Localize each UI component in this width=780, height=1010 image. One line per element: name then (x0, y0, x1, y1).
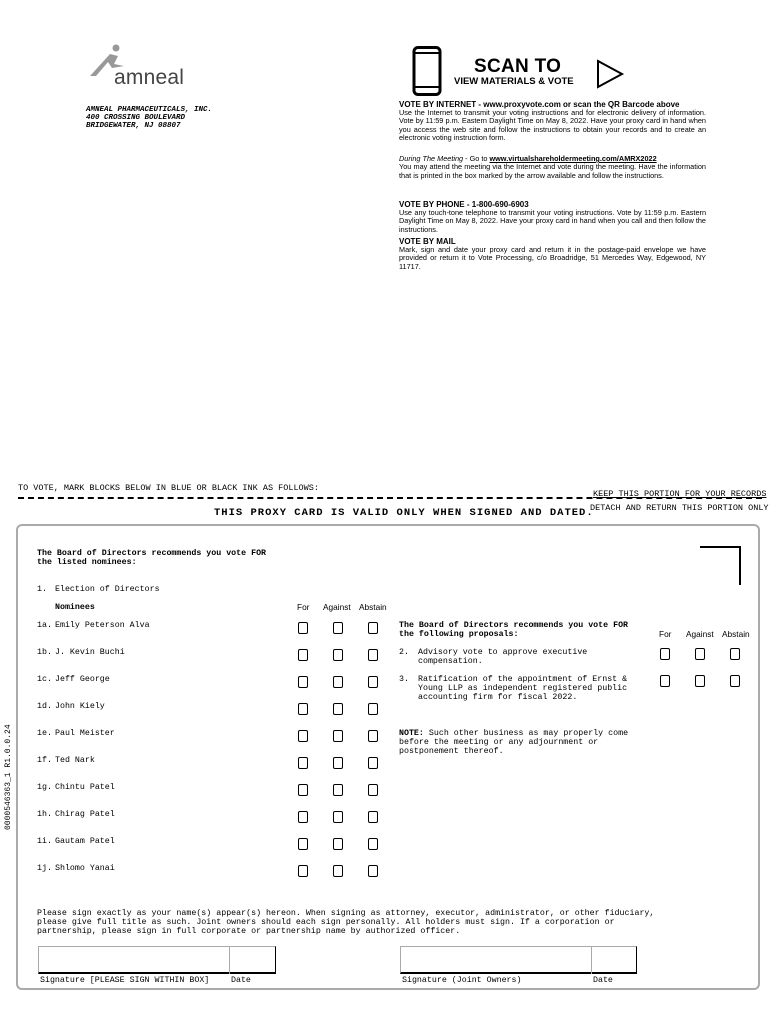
nominee-against-checkbox[interactable] (333, 703, 343, 715)
nominee-for-checkbox[interactable] (298, 757, 308, 769)
amneal-logo (88, 44, 218, 100)
vote-mail-body: Mark, sign and date your proxy card and return it in the postage-paid envelope we have provided or return it to Vote Processing, c/o Broadridge, 51 Mercedes Way, Edgewood, NY 11717. (399, 245, 706, 271)
detach-line (18, 497, 762, 499)
signature-date-label: Date (231, 976, 251, 985)
nominee-for-checkbox[interactable] (298, 811, 308, 823)
nominee-against-checkbox[interactable] (333, 865, 343, 877)
detach-return-label: DETACH AND RETURN THIS PORTION ONLY (590, 503, 769, 513)
nominee-against-checkbox[interactable] (333, 757, 343, 769)
keep-portion-label: KEEP THIS PORTION FOR YOUR RECORDS (593, 489, 767, 499)
nominee-for-checkbox[interactable] (298, 676, 308, 688)
col-against-header: Against (323, 602, 351, 612)
proposal-3-text (418, 675, 627, 702)
vote-mail-section (399, 237, 706, 271)
nominee-abstain-checkbox[interactable] (368, 730, 378, 742)
nominee-abstain-checkbox[interactable] (368, 838, 378, 850)
meeting-goto: - Go to (463, 154, 490, 163)
vote-phone-heading: VOTE BY PHONE - 1-800-690-6903 (399, 200, 529, 209)
meeting-link[interactable]: www.virtualshareholdermeeting.com/AMRX2022 (489, 154, 657, 163)
board-rec-line: The Board of Directors recommends you vote FOR (399, 621, 629, 630)
proposal-3-against-checkbox[interactable] (695, 675, 705, 687)
item1-label: Election of Directors (55, 585, 160, 594)
nominee-name: John Kiely (55, 702, 105, 711)
vote-phone-body: Use any touch-tone telephone to transmit your voting instructions. Vote by 11:59 p.m. Eastern Daylight Time on May 8, 2022. Have your proxy card in hand when you call and then follow the instructions. (399, 208, 706, 234)
board-recommendation-proposals (399, 621, 628, 639)
nominee-against-checkbox[interactable] (333, 730, 343, 742)
vote-mail-heading: VOTE BY MAIL (399, 237, 456, 246)
vote-internet-heading: VOTE BY INTERNET - www.proxyvote.com or scan the QR Barcode above (399, 100, 680, 109)
nominee-name: Ted Nark (55, 756, 95, 765)
proposal-line: Young LLP as independent registered public (418, 684, 628, 693)
nominee-for-checkbox[interactable] (298, 622, 308, 634)
proposal-2-abstain-checkbox[interactable] (730, 648, 740, 660)
nominee-id: 1d. (37, 702, 52, 711)
proposal-col-for-header: For (659, 629, 672, 639)
nominee-abstain-checkbox[interactable] (368, 757, 378, 769)
col-for-header: For (297, 602, 310, 612)
note-line: before the meeting or any adjournment or (399, 738, 599, 747)
signature-box[interactable] (38, 946, 276, 974)
proposal-line: Ratification of the appointment of Ernst & (418, 675, 628, 684)
proposal-3-for-checkbox[interactable] (660, 675, 670, 687)
nominee-against-checkbox[interactable] (333, 811, 343, 823)
note-label: NOTE: (399, 729, 424, 738)
signature-date-divider (229, 946, 230, 974)
nominee-name: Chirag Patel (55, 810, 115, 819)
nominee-name: Shlomo Yanai (55, 864, 115, 873)
nominee-name: Emily Peterson Alva (55, 621, 150, 630)
vote-internet-section (399, 100, 706, 142)
proposal-line: accounting firm for fiscal 2022. (418, 693, 578, 702)
nominee-for-checkbox[interactable] (298, 649, 308, 661)
logo-text: amneal (114, 66, 185, 89)
nominee-abstain-checkbox[interactable] (368, 865, 378, 877)
signing-line: please give full title as such. Joint owners should each sign personally. All holders must sign. If a corporation or (37, 918, 615, 927)
nominee-abstain-checkbox[interactable] (368, 784, 378, 796)
note-line: Such other business as may properly come (423, 729, 629, 738)
address-line: 400 CROSSING BOULEVARD (86, 114, 186, 122)
valid-notice: THIS PROXY CARD IS VALID ONLY WHEN SIGNED AND DATED. (214, 507, 594, 519)
signing-instructions (37, 909, 654, 936)
nominee-abstain-checkbox[interactable] (368, 649, 378, 661)
joint-signature-date-label: Date (593, 976, 613, 985)
scan-title: SCAN TO (474, 56, 562, 77)
nominee-id: 1e. (37, 729, 52, 738)
nominee-for-checkbox[interactable] (298, 703, 308, 715)
nominee-name: J. Kevin Buchi (55, 648, 125, 657)
proposal-col-against-header: Against (686, 629, 714, 639)
nominee-for-checkbox[interactable] (298, 838, 308, 850)
document-code: 0000546363_1 R1.0.0.24 (4, 724, 13, 830)
nominee-name: Jeff George (55, 675, 110, 684)
nominee-id: 1b. (37, 648, 52, 657)
phone-icon (412, 46, 442, 96)
note (399, 729, 628, 756)
address-line: AMNEAL PHARMACEUTICALS, INC. (86, 106, 213, 114)
nominee-for-checkbox[interactable] (298, 730, 308, 742)
nominee-against-checkbox[interactable] (333, 784, 343, 796)
col-abstain-header: Abstain (359, 602, 387, 612)
vote-meeting-body: You may attend the meeting via the Internet and vote during the meeting. Have the information that is printed in the box marked by the arrow available and follow the instructions. (399, 162, 706, 180)
proposal-line: Advisory vote to approve executive (418, 648, 588, 657)
signing-line: partnership, please sign in full corporate or partnership name by authorized officer. (37, 927, 461, 936)
play-arrow-icon (595, 58, 625, 90)
address-line: BRIDGEWATER, NJ 08807 (86, 122, 181, 130)
joint-signature-date-divider (591, 946, 592, 974)
nominee-abstain-checkbox[interactable] (368, 676, 378, 688)
nominee-id: 1j. (37, 864, 52, 873)
nominee-against-checkbox[interactable] (333, 622, 343, 634)
proposal-3-abstain-checkbox[interactable] (730, 675, 740, 687)
nominee-id: 1a. (37, 621, 52, 630)
nominee-against-checkbox[interactable] (333, 649, 343, 661)
scan-subtitle: VIEW MATERIALS & VOTE (454, 76, 574, 87)
nominee-id: 1f. (37, 756, 52, 765)
corner-bracket (700, 546, 741, 585)
nominee-for-checkbox[interactable] (298, 784, 308, 796)
nominees-header: Nominees (55, 603, 95, 612)
nominee-id: 1c. (37, 675, 52, 684)
note-line: postponement thereof. (399, 747, 504, 756)
board-rec-line: the following proposals: (399, 630, 519, 639)
nominee-id: 1g. (37, 783, 52, 792)
nominee-abstain-checkbox[interactable] (368, 622, 378, 634)
nominee-abstain-checkbox[interactable] (368, 703, 378, 715)
vote-meeting-section (399, 155, 706, 180)
joint-signature-box[interactable] (400, 946, 637, 974)
nominee-for-checkbox[interactable] (298, 865, 308, 877)
nominee-abstain-checkbox[interactable] (368, 811, 378, 823)
signature-label: Signature [PLEASE SIGN WITHIN BOX] (40, 976, 210, 985)
nominee-id: 1h. (37, 810, 52, 819)
proposal-2-number: 2. (399, 648, 409, 657)
nominee-name: Chintu Patel (55, 783, 115, 792)
joint-signature-label: Signature (Joint Owners) (402, 976, 522, 985)
board-rec-line: The Board of Directors recommends you vote FOR (37, 549, 267, 558)
proposal-2-text (418, 648, 587, 666)
proposal-2-against-checkbox[interactable] (695, 648, 705, 660)
vote-phone-section (399, 200, 706, 234)
proposal-line: compensation. (418, 657, 483, 666)
vote-internet-body: Use the Internet to transmit your voting instructions and for electronic delivery of information. Vote by 11:59 p.m. Eastern Daylight Time on May 8, 2022. Have your proxy card in hand when you access the web site and follow the instructions to obtain your records and to create an electronic voting instruction form. (399, 108, 706, 142)
proposal-col-abstain-header: Abstain (722, 629, 750, 639)
board-recommendation-nominees (37, 549, 266, 567)
company-address (86, 106, 212, 130)
board-rec-line: the listed nominees: (37, 558, 137, 567)
nominee-name: Gautam Patel (55, 837, 115, 846)
nominee-name: Paul Meister (55, 729, 115, 738)
nominee-against-checkbox[interactable] (333, 838, 343, 850)
item1-number: 1. (37, 585, 47, 594)
nominee-id: 1i. (37, 837, 52, 846)
proposal-2-for-checkbox[interactable] (660, 648, 670, 660)
signing-line: Please sign exactly as your name(s) appear(s) hereon. When signing as attorney, executor, administrator, or other fiduciary, (37, 909, 655, 918)
proposal-3-number: 3. (399, 675, 409, 684)
meeting-lead: During The Meeting (399, 154, 464, 163)
mark-instruction: TO VOTE, MARK BLOCKS BELOW IN BLUE OR BLACK INK AS FOLLOWS: (18, 483, 319, 493)
nominee-against-checkbox[interactable] (333, 676, 343, 688)
